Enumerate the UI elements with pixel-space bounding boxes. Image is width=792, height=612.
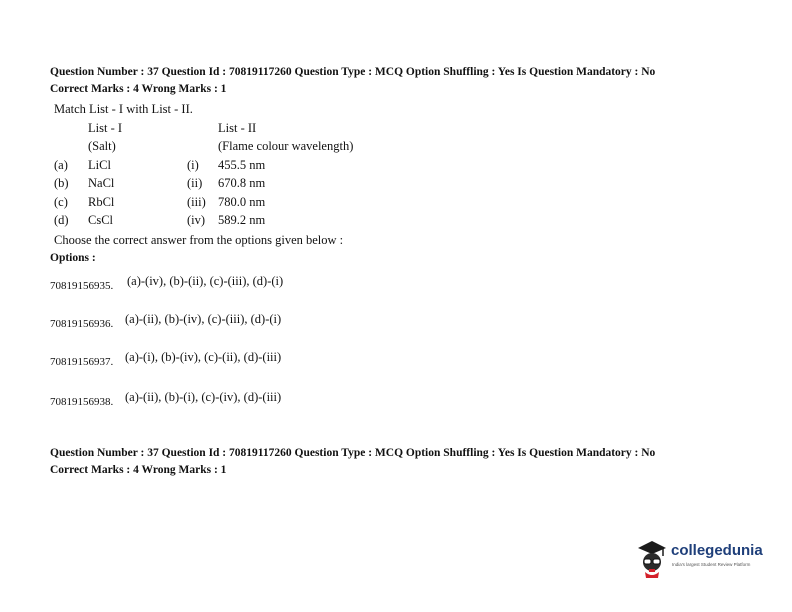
list2-subheading: (Flame colour wavelength) (218, 139, 354, 153)
option-text: (a)-(i), (b)-(iv), (c)-(ii), (d)-(iii) (125, 350, 282, 364)
row-left-label: (a) (54, 158, 68, 172)
row-left-value: RbCl (88, 195, 115, 209)
option-id: 70819156936. (50, 318, 114, 330)
list2-heading: List - II (218, 121, 257, 135)
question-prompt: Match List - I with List - II. (54, 102, 193, 116)
option-text: (a)-(ii), (b)-(i), (c)-(iv), (d)-(iii) (125, 390, 282, 404)
logo-tagline: India's largest Student Review Platform (672, 562, 751, 567)
question-header-line1: Question Number : 37 Question Id : 70819117260 Question Type : MCQ Option Shuffling : Yes Is Question Mandatory : No (50, 66, 656, 78)
options-label: Options : (50, 252, 96, 264)
option-id: 70819156935. (50, 280, 114, 292)
row-left-label: (b) (54, 176, 69, 190)
row-right-label: (iv) (187, 213, 206, 227)
option-id: 70819156938. (50, 396, 114, 408)
question-header-line2: Correct Marks : 4 Wrong Marks : 1 (50, 83, 227, 95)
row-right-value: 780.0 nm (218, 195, 266, 209)
row-right-label: (iii) (187, 195, 206, 209)
logo-name: collegedunia (671, 542, 763, 559)
row-left-value: CsCl (88, 213, 114, 227)
row-right-value: 589.2 nm (218, 213, 266, 227)
next-question-header-line1: Question Number : 37 Question Id : 70819117260 Question Type : MCQ Option Shuffling : Yes Is Question Mandatory : No (50, 447, 656, 459)
question-instruction: Choose the correct answer from the options given below : (54, 233, 344, 247)
row-left-value: NaCl (88, 176, 115, 190)
row-left-value: LiCl (88, 158, 111, 172)
row-right-value: 670.8 nm (218, 176, 266, 190)
row-left-label: (d) (54, 213, 69, 227)
row-right-label: (i) (187, 158, 199, 172)
list1-subheading: (Salt) (88, 139, 116, 153)
list1-heading: List - I (88, 121, 123, 135)
next-question-header-line2: Correct Marks : 4 Wrong Marks : 1 (50, 464, 227, 476)
row-right-label: (ii) (187, 176, 203, 190)
graduate-mascot-icon (636, 538, 668, 580)
row-right-value: 455.5 nm (218, 158, 266, 172)
collegedunia-logo (636, 536, 772, 582)
option-text: (a)-(iv), (b)-(ii), (c)-(iii), (d)-(i) (127, 274, 284, 288)
option-text: (a)-(ii), (b)-(iv), (c)-(iii), (d)-(i) (125, 312, 282, 326)
option-id: 70819156937. (50, 356, 114, 368)
row-left-label: (c) (54, 195, 68, 209)
